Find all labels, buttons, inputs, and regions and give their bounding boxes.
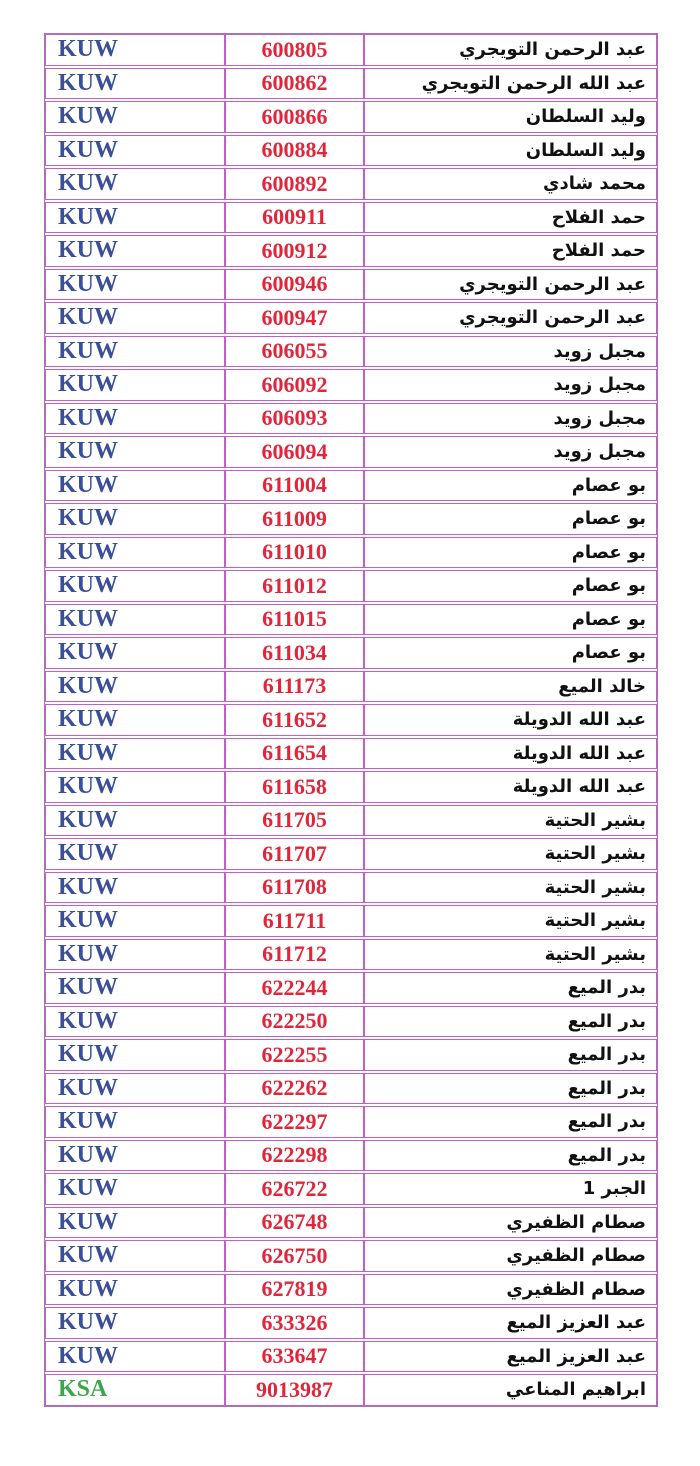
country-code-cell: KUW — [45, 436, 225, 468]
table-row — [45, 269, 657, 301]
country-code-cell: KUW — [45, 604, 225, 636]
name-cell: صطام الظفيري — [364, 1240, 657, 1272]
name-cell: بدر الميع — [364, 972, 657, 1004]
number-cell: 600892 — [225, 168, 364, 200]
country-code-cell: KUW — [45, 570, 225, 602]
table-row — [45, 972, 657, 1004]
table-row — [45, 68, 657, 100]
table-row — [45, 1207, 657, 1239]
country-code-cell: KUW — [45, 68, 225, 100]
number-cell: 622250 — [225, 1006, 364, 1038]
table-row — [45, 604, 657, 636]
country-code-cell: KUW — [45, 872, 225, 904]
name-cell: بو عصام — [364, 470, 657, 502]
country-code-cell: KUW — [45, 704, 225, 736]
country-code-cell: KUW — [45, 235, 225, 267]
number-cell: 626722 — [225, 1173, 364, 1205]
country-code-cell: KUW — [45, 771, 225, 803]
table-row — [45, 637, 657, 669]
name-cell: عبد الله الدويلة — [364, 704, 657, 736]
table-row — [45, 805, 657, 837]
number-cell: 611015 — [225, 604, 364, 636]
number-cell: 622262 — [225, 1073, 364, 1105]
country-code-cell: KUW — [45, 202, 225, 234]
name-cell: مجبل زويد — [364, 436, 657, 468]
table-row — [45, 1039, 657, 1071]
table-row — [45, 202, 657, 234]
country-code-cell: KUW — [45, 1006, 225, 1038]
table-row — [45, 537, 657, 569]
name-cell: بو عصام — [364, 637, 657, 669]
country-code-cell: KUW — [45, 1274, 225, 1306]
table-row — [45, 135, 657, 167]
table-row — [45, 503, 657, 535]
number-cell: 633647 — [225, 1341, 364, 1373]
table-row — [45, 302, 657, 334]
table-row — [45, 1140, 657, 1172]
name-cell: بشير الحتية — [364, 872, 657, 904]
name-cell: عبد العزيز الميع — [364, 1307, 657, 1339]
number-cell: 611010 — [225, 537, 364, 569]
number-cell: 611654 — [225, 738, 364, 770]
number-cell: 626748 — [225, 1207, 364, 1239]
country-code-cell: KSA — [45, 1374, 225, 1406]
table-row — [45, 671, 657, 703]
name-cell: بدر الميع — [364, 1140, 657, 1172]
name-cell: عبد الله الدويلة — [364, 771, 657, 803]
country-code-cell: KUW — [45, 671, 225, 703]
number-cell: 600946 — [225, 269, 364, 301]
number-cell: 600862 — [225, 68, 364, 100]
number-cell: 633326 — [225, 1307, 364, 1339]
country-code-cell: KUW — [45, 403, 225, 435]
table-row — [45, 1274, 657, 1306]
number-cell: 606055 — [225, 336, 364, 368]
country-code-cell: KUW — [45, 637, 225, 669]
table-row — [45, 939, 657, 971]
name-cell: حمد الفلاح — [364, 235, 657, 267]
name-cell: وليد السلطان — [364, 101, 657, 133]
table-row — [45, 771, 657, 803]
table-row — [45, 1240, 657, 1272]
name-cell: صطام الظفيري — [364, 1274, 657, 1306]
name-cell: ابراهيم المناعي — [364, 1374, 657, 1406]
name-cell: بدر الميع — [364, 1006, 657, 1038]
table-row — [45, 436, 657, 468]
name-cell: عبد الله الرحمن التويجري — [364, 68, 657, 100]
country-code-cell: KUW — [45, 805, 225, 837]
number-cell: 611705 — [225, 805, 364, 837]
country-code-cell: KUW — [45, 738, 225, 770]
country-code-cell: KUW — [45, 135, 225, 167]
table-row — [45, 1374, 657, 1406]
name-cell: بشير الحتية — [364, 805, 657, 837]
name-cell: بشير الحتية — [364, 939, 657, 971]
country-code-cell: KUW — [45, 939, 225, 971]
country-code-cell: KUW — [45, 1140, 225, 1172]
country-code-cell: KUW — [45, 503, 225, 535]
country-code-cell: KUW — [45, 1307, 225, 1339]
name-cell: بدر الميع — [364, 1039, 657, 1071]
name-cell: مجبل زويد — [364, 336, 657, 368]
country-code-cell: KUW — [45, 269, 225, 301]
number-cell: 622297 — [225, 1106, 364, 1138]
country-code-cell: KUW — [45, 1341, 225, 1373]
table-row — [45, 738, 657, 770]
name-cell: بشير الحتية — [364, 838, 657, 870]
country-code-cell: KUW — [45, 905, 225, 937]
table-row — [45, 168, 657, 200]
name-cell: حمد الفلاح — [364, 202, 657, 234]
country-code-cell: KUW — [45, 1039, 225, 1071]
name-cell: خالد الميع — [364, 671, 657, 703]
number-cell: 9013987 — [225, 1374, 364, 1406]
name-cell: محمد شادي — [364, 168, 657, 200]
number-cell: 611012 — [225, 570, 364, 602]
country-code-cell: KUW — [45, 1173, 225, 1205]
name-cell: بو عصام — [364, 604, 657, 636]
country-code-cell: KUW — [45, 838, 225, 870]
number-cell: 606093 — [225, 403, 364, 435]
name-cell: صطام الظفيري — [364, 1207, 657, 1239]
number-cell: 600947 — [225, 302, 364, 334]
table-row — [45, 704, 657, 736]
table-row — [45, 905, 657, 937]
number-cell: 600866 — [225, 101, 364, 133]
name-cell: الجبر 1 — [364, 1173, 657, 1205]
table-row — [45, 101, 657, 133]
name-cell: بدر الميع — [364, 1106, 657, 1138]
number-cell: 611034 — [225, 637, 364, 669]
number-cell: 611658 — [225, 771, 364, 803]
name-cell: وليد السلطان — [364, 135, 657, 167]
country-code-cell: KUW — [45, 369, 225, 401]
number-cell: 600911 — [225, 202, 364, 234]
number-cell: 611712 — [225, 939, 364, 971]
number-cell: 611711 — [225, 905, 364, 937]
table-row — [45, 570, 657, 602]
name-cell: عبد الرحمن التويجري — [364, 302, 657, 334]
name-cell: مجبل زويد — [364, 369, 657, 401]
number-cell: 606094 — [225, 436, 364, 468]
table-row — [45, 34, 657, 66]
number-cell: 622298 — [225, 1140, 364, 1172]
table-row — [45, 838, 657, 870]
table-row — [45, 1106, 657, 1138]
country-code-cell: KUW — [45, 34, 225, 66]
table-row — [45, 1307, 657, 1339]
country-code-cell: KUW — [45, 336, 225, 368]
number-cell: 627819 — [225, 1274, 364, 1306]
table-row — [45, 336, 657, 368]
table-row — [45, 235, 657, 267]
name-cell: بو عصام — [364, 570, 657, 602]
country-code-cell: KUW — [45, 470, 225, 502]
country-code-cell: KUW — [45, 1240, 225, 1272]
country-code-cell: KUW — [45, 1207, 225, 1239]
name-cell: مجبل زويد — [364, 403, 657, 435]
table-row — [45, 872, 657, 904]
table-row — [45, 1073, 657, 1105]
number-cell: 606092 — [225, 369, 364, 401]
table-row — [45, 369, 657, 401]
number-cell: 622255 — [225, 1039, 364, 1071]
country-code-cell: KUW — [45, 972, 225, 1004]
country-code-cell: KUW — [45, 168, 225, 200]
number-cell: 600805 — [225, 34, 364, 66]
number-cell: 611652 — [225, 704, 364, 736]
number-cell: 611004 — [225, 470, 364, 502]
country-code-cell: KUW — [45, 1073, 225, 1105]
name-cell: عبد الرحمن التويجري — [364, 269, 657, 301]
name-cell: بدر الميع — [364, 1073, 657, 1105]
number-cell: 611708 — [225, 872, 364, 904]
country-code-cell: KUW — [45, 537, 225, 569]
name-cell: بشير الحتية — [364, 905, 657, 937]
table-row — [45, 1173, 657, 1205]
registration-table — [44, 33, 658, 1407]
country-code-cell: KUW — [45, 302, 225, 334]
name-cell: عبد الله الدويلة — [364, 738, 657, 770]
name-cell: عبد الرحمن التويجري — [364, 34, 657, 66]
country-code-cell: KUW — [45, 1106, 225, 1138]
name-cell: عبد العزيز الميع — [364, 1341, 657, 1373]
number-cell: 600884 — [225, 135, 364, 167]
name-cell: بو عصام — [364, 503, 657, 535]
number-cell: 622244 — [225, 972, 364, 1004]
name-cell: بو عصام — [364, 537, 657, 569]
number-cell: 611707 — [225, 838, 364, 870]
number-cell: 611173 — [225, 671, 364, 703]
country-code-cell: KUW — [45, 101, 225, 133]
number-cell: 611009 — [225, 503, 364, 535]
number-cell: 600912 — [225, 235, 364, 267]
table-row — [45, 403, 657, 435]
number-cell: 626750 — [225, 1240, 364, 1272]
table-row — [45, 1006, 657, 1038]
table-row — [45, 1341, 657, 1373]
table-row — [45, 470, 657, 502]
